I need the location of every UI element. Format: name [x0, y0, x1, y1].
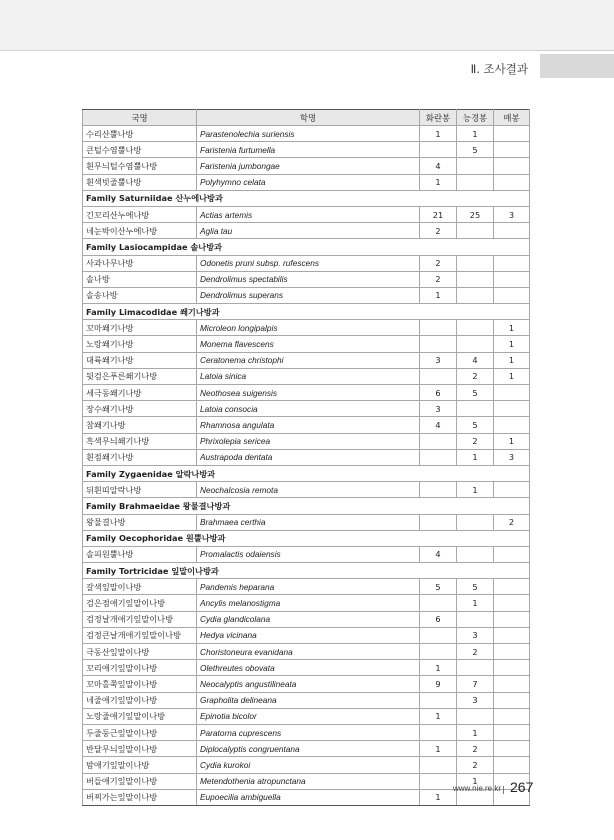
count-hwaranbong-cell: 1	[420, 741, 457, 757]
count-hwaranbong-cell: 1	[420, 660, 457, 676]
count-neunggyeongbong-cell: 4	[457, 352, 494, 368]
table-row	[83, 174, 530, 190]
count-neunggyeongbong-cell: 5	[457, 417, 494, 433]
count-maebong-cell	[494, 644, 530, 660]
count-hwaranbong-cell: 4	[420, 546, 457, 562]
common-name-cell: 수리산뿔나방	[83, 126, 197, 142]
count-neunggyeongbong-cell	[457, 287, 494, 303]
scientific-name-cell: Faristenia jumbongae	[197, 158, 420, 174]
common-name-cell: 참쐐기나방	[83, 417, 197, 433]
common-name-cell: 노랑쐐기나방	[83, 336, 197, 352]
count-neunggyeongbong-cell	[457, 271, 494, 287]
count-maebong-cell	[494, 676, 530, 692]
family-label: Family Limacodidae 쐐기나방과	[83, 304, 530, 320]
count-maebong-cell	[494, 174, 530, 190]
count-hwaranbong-cell: 1	[420, 126, 457, 142]
common-name-cell: 뒷검은푸른쐐기나방	[83, 368, 197, 384]
common-name-cell: 노랑줄애기잎말이나방	[83, 708, 197, 724]
column-header-common-name: 국명	[83, 110, 197, 126]
count-maebong-cell: 3	[494, 449, 530, 465]
scientific-name-cell: Ancylis melanostigma	[197, 595, 420, 611]
count-maebong-cell: 3	[494, 206, 530, 222]
scientific-name-cell: Choristoneura evanidana	[197, 644, 420, 660]
scientific-name-cell: Dendrolimus superans	[197, 287, 420, 303]
scientific-name-cell: Paratorna cuprescens	[197, 724, 420, 740]
table-row	[83, 352, 530, 368]
count-neunggyeongbong-cell	[457, 708, 494, 724]
scientific-name-cell: Promalactis odaiensis	[197, 546, 420, 562]
count-neunggyeongbong-cell	[457, 320, 494, 336]
common-name-cell: 꼬마쐐기나방	[83, 320, 197, 336]
count-hwaranbong-cell: 6	[420, 611, 457, 627]
scientific-name-cell: Olethreutes obovata	[197, 660, 420, 676]
count-maebong-cell	[494, 611, 530, 627]
table-header-row	[83, 110, 530, 126]
count-maebong-cell	[494, 579, 530, 595]
count-hwaranbong-cell: 3	[420, 401, 457, 417]
count-maebong-cell	[494, 692, 530, 708]
table-row	[83, 660, 530, 676]
common-name-cell: 밤애기잎말이나방	[83, 757, 197, 773]
count-hwaranbong-cell: 1	[420, 789, 457, 805]
count-maebong-cell	[494, 142, 530, 158]
count-neunggyeongbong-cell	[457, 514, 494, 530]
table-row	[83, 579, 530, 595]
table-row	[83, 433, 530, 449]
common-name-cell: 솔나방	[83, 271, 197, 287]
common-name-cell: 버들애기잎말이나방	[83, 773, 197, 789]
family-row	[83, 530, 530, 546]
count-hwaranbong-cell	[420, 773, 457, 789]
count-hwaranbong-cell	[420, 320, 457, 336]
table-row	[83, 449, 530, 465]
count-neunggyeongbong-cell: 5	[457, 142, 494, 158]
count-hwaranbong-cell	[420, 644, 457, 660]
count-neunggyeongbong-cell: 25	[457, 206, 494, 222]
table-row	[83, 271, 530, 287]
count-neunggyeongbong-cell: 1	[457, 724, 494, 740]
table-row	[83, 417, 530, 433]
table-row	[83, 142, 530, 158]
species-table-container	[82, 109, 529, 806]
common-name-cell: 두줄둥근잎말이나방	[83, 724, 197, 740]
count-hwaranbong-cell: 2	[420, 255, 457, 271]
count-hwaranbong-cell	[420, 627, 457, 643]
count-hwaranbong-cell	[420, 692, 457, 708]
common-name-cell: 세극동쐐기나방	[83, 385, 197, 401]
count-maebong-cell	[494, 401, 530, 417]
table-row	[83, 158, 530, 174]
scientific-name-cell: Rhamnosa angulata	[197, 417, 420, 433]
count-hwaranbong-cell	[420, 757, 457, 773]
count-maebong-cell: 1	[494, 336, 530, 352]
common-name-cell: 갈색잎말이나방	[83, 579, 197, 595]
scientific-name-cell: Latoia sinica	[197, 368, 420, 384]
count-neunggyeongbong-cell	[457, 174, 494, 190]
scientific-name-cell: Eupoecilia ambiguella	[197, 789, 420, 805]
family-label: Family Tortricidae 잎말이나방과	[83, 563, 530, 579]
count-hwaranbong-cell: 4	[420, 158, 457, 174]
scientific-name-cell: Monema flavescens	[197, 336, 420, 352]
count-neunggyeongbong-cell: 2	[457, 757, 494, 773]
table-body	[83, 126, 530, 806]
count-neunggyeongbong-cell	[457, 158, 494, 174]
common-name-cell: 솔피원뿔나방	[83, 546, 197, 562]
common-name-cell: 꼬마홀쭉잎말이나방	[83, 676, 197, 692]
footer-url: www.nie.re.kr	[453, 784, 502, 793]
table-row	[83, 385, 530, 401]
common-name-cell: 검은점애기잎말이나방	[83, 595, 197, 611]
table-row	[83, 223, 530, 239]
count-hwaranbong-cell: 1	[420, 287, 457, 303]
common-name-cell: 검정날개애기잎말이나방	[83, 611, 197, 627]
count-maebong-cell: 2	[494, 514, 530, 530]
scientific-name-cell: Austrapoda dentata	[197, 449, 420, 465]
scientific-name-cell: Epinotia bicolor	[197, 708, 420, 724]
count-neunggyeongbong-cell: 1	[457, 482, 494, 498]
scientific-name-cell: Aglia tau	[197, 223, 420, 239]
count-maebong-cell: 1	[494, 368, 530, 384]
table-row	[83, 320, 530, 336]
count-neunggyeongbong-cell	[457, 401, 494, 417]
column-header-site-maebong: 매봉	[494, 110, 530, 126]
count-maebong-cell	[494, 126, 530, 142]
table-row	[83, 676, 530, 692]
scientific-name-cell: Neothosea suigensis	[197, 385, 420, 401]
count-hwaranbong-cell	[420, 595, 457, 611]
count-neunggyeongbong-cell	[457, 546, 494, 562]
count-hwaranbong-cell: 2	[420, 271, 457, 287]
scientific-name-cell: Odonetis pruni subsp. rufescens	[197, 255, 420, 271]
common-name-cell: 긴꼬리산누에나방	[83, 206, 197, 222]
count-maebong-cell	[494, 724, 530, 740]
count-neunggyeongbong-cell: 2	[457, 368, 494, 384]
header-band	[0, 0, 614, 50]
count-maebong-cell	[494, 255, 530, 271]
common-name-cell: 네줄애기잎말이나방	[83, 692, 197, 708]
scientific-name-cell: Faristenia furtumella	[197, 142, 420, 158]
count-hwaranbong-cell: 21	[420, 206, 457, 222]
footer-separator	[503, 786, 504, 794]
count-maebong-cell	[494, 757, 530, 773]
common-name-cell: 반달무늬잎말이나방	[83, 741, 197, 757]
count-maebong-cell: 1	[494, 352, 530, 368]
count-neunggyeongbong-cell: 2	[457, 644, 494, 660]
count-neunggyeongbong-cell: 2	[457, 433, 494, 449]
family-row	[83, 239, 530, 255]
table-row	[83, 255, 530, 271]
count-hwaranbong-cell: 2	[420, 223, 457, 239]
scientific-name-cell: Neocalyptis angustilineata	[197, 676, 420, 692]
count-neunggyeongbong-cell: 1	[457, 595, 494, 611]
scientific-name-cell: Actias artemis	[197, 206, 420, 222]
scientific-name-cell: Latoia consocia	[197, 401, 420, 417]
count-neunggyeongbong-cell: 7	[457, 676, 494, 692]
table-row	[83, 401, 530, 417]
count-maebong-cell	[494, 287, 530, 303]
column-header-site-neunggyeongbong: 능경봉	[457, 110, 494, 126]
common-name-cell: 뒤흰띠알락나방	[83, 482, 197, 498]
family-row	[83, 563, 530, 579]
count-hwaranbong-cell	[420, 514, 457, 530]
count-maebong-cell	[494, 546, 530, 562]
common-name-cell: 솔송나방	[83, 287, 197, 303]
count-maebong-cell: 1	[494, 320, 530, 336]
table-row	[83, 336, 530, 352]
table-row	[83, 126, 530, 142]
count-hwaranbong-cell	[420, 482, 457, 498]
count-neunggyeongbong-cell: 5	[457, 579, 494, 595]
scientific-name-cell: Metendothenia atropunctana	[197, 773, 420, 789]
scientific-name-cell: Dendrolimus spectabilis	[197, 271, 420, 287]
family-label: Family Saturniidae 산누에나방과	[83, 190, 530, 206]
count-neunggyeongbong-cell: 3	[457, 627, 494, 643]
table-row	[83, 757, 530, 773]
table-row	[83, 611, 530, 627]
table-row	[83, 708, 530, 724]
count-hwaranbong-cell	[420, 336, 457, 352]
count-maebong-cell	[494, 223, 530, 239]
common-name-cell: 흰점쐐기나방	[83, 449, 197, 465]
family-row	[83, 465, 530, 481]
count-neunggyeongbong-cell: 2	[457, 741, 494, 757]
scientific-name-cell: Polyhymno celata	[197, 174, 420, 190]
table-row	[83, 724, 530, 740]
scientific-name-cell: Cydia kurokoi	[197, 757, 420, 773]
common-name-cell: 극동산잎말이나방	[83, 644, 197, 660]
count-neunggyeongbong-cell: 5	[457, 385, 494, 401]
common-name-cell: 장수쐐기나방	[83, 401, 197, 417]
table-row	[83, 644, 530, 660]
count-hwaranbong-cell	[420, 142, 457, 158]
count-maebong-cell	[494, 627, 530, 643]
family-row	[83, 498, 530, 514]
table-row	[83, 482, 530, 498]
scientific-name-cell: Grapholita delineana	[197, 692, 420, 708]
table-row	[83, 206, 530, 222]
scientific-name-cell: Brahmaea certhia	[197, 514, 420, 530]
scientific-name-cell: Diplocalyptis congruentana	[197, 741, 420, 757]
count-maebong-cell: 1	[494, 433, 530, 449]
scientific-name-cell: Phrixolepia sericea	[197, 433, 420, 449]
chapter-tab-block	[540, 54, 614, 78]
count-neunggyeongbong-cell	[457, 611, 494, 627]
common-name-cell: 큰털수염뿔나방	[83, 142, 197, 158]
table-row	[83, 692, 530, 708]
family-row	[83, 304, 530, 320]
count-neunggyeongbong-cell: 1	[457, 126, 494, 142]
common-name-cell: 버찌가는잎말이나방	[83, 789, 197, 805]
count-hwaranbong-cell: 1	[420, 174, 457, 190]
count-hwaranbong-cell: 5	[420, 579, 457, 595]
count-maebong-cell	[494, 482, 530, 498]
table-row	[83, 627, 530, 643]
count-hwaranbong-cell	[420, 449, 457, 465]
count-maebong-cell	[494, 708, 530, 724]
count-maebong-cell	[494, 158, 530, 174]
count-hwaranbong-cell: 9	[420, 676, 457, 692]
column-header-site-hwaranbong: 화란봉	[420, 110, 457, 126]
common-name-cell: 흰무늬털수염뿔나방	[83, 158, 197, 174]
page-number: 267	[510, 779, 534, 795]
scientific-name-cell: Microleon longipalpis	[197, 320, 420, 336]
count-maebong-cell	[494, 417, 530, 433]
table-row	[83, 368, 530, 384]
count-neunggyeongbong-cell: 1	[457, 773, 494, 789]
scientific-name-cell: Pandemis heparana	[197, 579, 420, 595]
header-divider	[0, 50, 614, 51]
table-row	[83, 287, 530, 303]
count-maebong-cell	[494, 271, 530, 287]
count-hwaranbong-cell	[420, 433, 457, 449]
scientific-name-cell: Neochalcosia remota	[197, 482, 420, 498]
table-row	[83, 741, 530, 757]
scientific-name-cell: Parastenolechia suriensis	[197, 126, 420, 142]
family-label: Family Oecophoridae 원뿔나방과	[83, 530, 530, 546]
table-row	[83, 514, 530, 530]
common-name-cell: 흰색빗줄뿔나방	[83, 174, 197, 190]
count-neunggyeongbong-cell	[457, 255, 494, 271]
common-name-cell: 사과나무나방	[83, 255, 197, 271]
count-maebong-cell	[494, 385, 530, 401]
table-row	[83, 546, 530, 562]
column-header-scientific-name: 학명	[197, 110, 420, 126]
scientific-name-cell: Cydia glandicolana	[197, 611, 420, 627]
count-hwaranbong-cell	[420, 724, 457, 740]
scientific-name-cell: Hedya vicinana	[197, 627, 420, 643]
count-hwaranbong-cell: 1	[420, 708, 457, 724]
count-hwaranbong-cell	[420, 368, 457, 384]
family-row	[83, 190, 530, 206]
common-name-cell: 네눈박이산누에나방	[83, 223, 197, 239]
species-table	[82, 109, 530, 806]
family-label: Family Brahmaeidae 왕물결나방과	[83, 498, 530, 514]
count-neunggyeongbong-cell	[457, 660, 494, 676]
count-maebong-cell	[494, 660, 530, 676]
common-name-cell: 왕물결나방	[83, 514, 197, 530]
common-name-cell: 꼬리애기잎말이나방	[83, 660, 197, 676]
count-neunggyeongbong-cell: 3	[457, 692, 494, 708]
table-row	[83, 595, 530, 611]
common-name-cell: 흑색무늬쐐기나방	[83, 433, 197, 449]
count-maebong-cell	[494, 595, 530, 611]
count-hwaranbong-cell: 6	[420, 385, 457, 401]
chapter-title: Ⅱ. 조사결과	[470, 62, 528, 76]
scientific-name-cell: Ceratonema christophi	[197, 352, 420, 368]
family-label: Family Zygaenidae 알락나방과	[83, 465, 530, 481]
count-hwaranbong-cell: 3	[420, 352, 457, 368]
common-name-cell: 검정큰날개애기잎말이나방	[83, 627, 197, 643]
count-hwaranbong-cell: 4	[420, 417, 457, 433]
count-neunggyeongbong-cell: 1	[457, 449, 494, 465]
common-name-cell: 대륙쐐기나방	[83, 352, 197, 368]
family-label: Family Lasiocampidae 솔나방과	[83, 239, 530, 255]
count-neunggyeongbong-cell	[457, 336, 494, 352]
count-maebong-cell	[494, 741, 530, 757]
count-neunggyeongbong-cell	[457, 223, 494, 239]
